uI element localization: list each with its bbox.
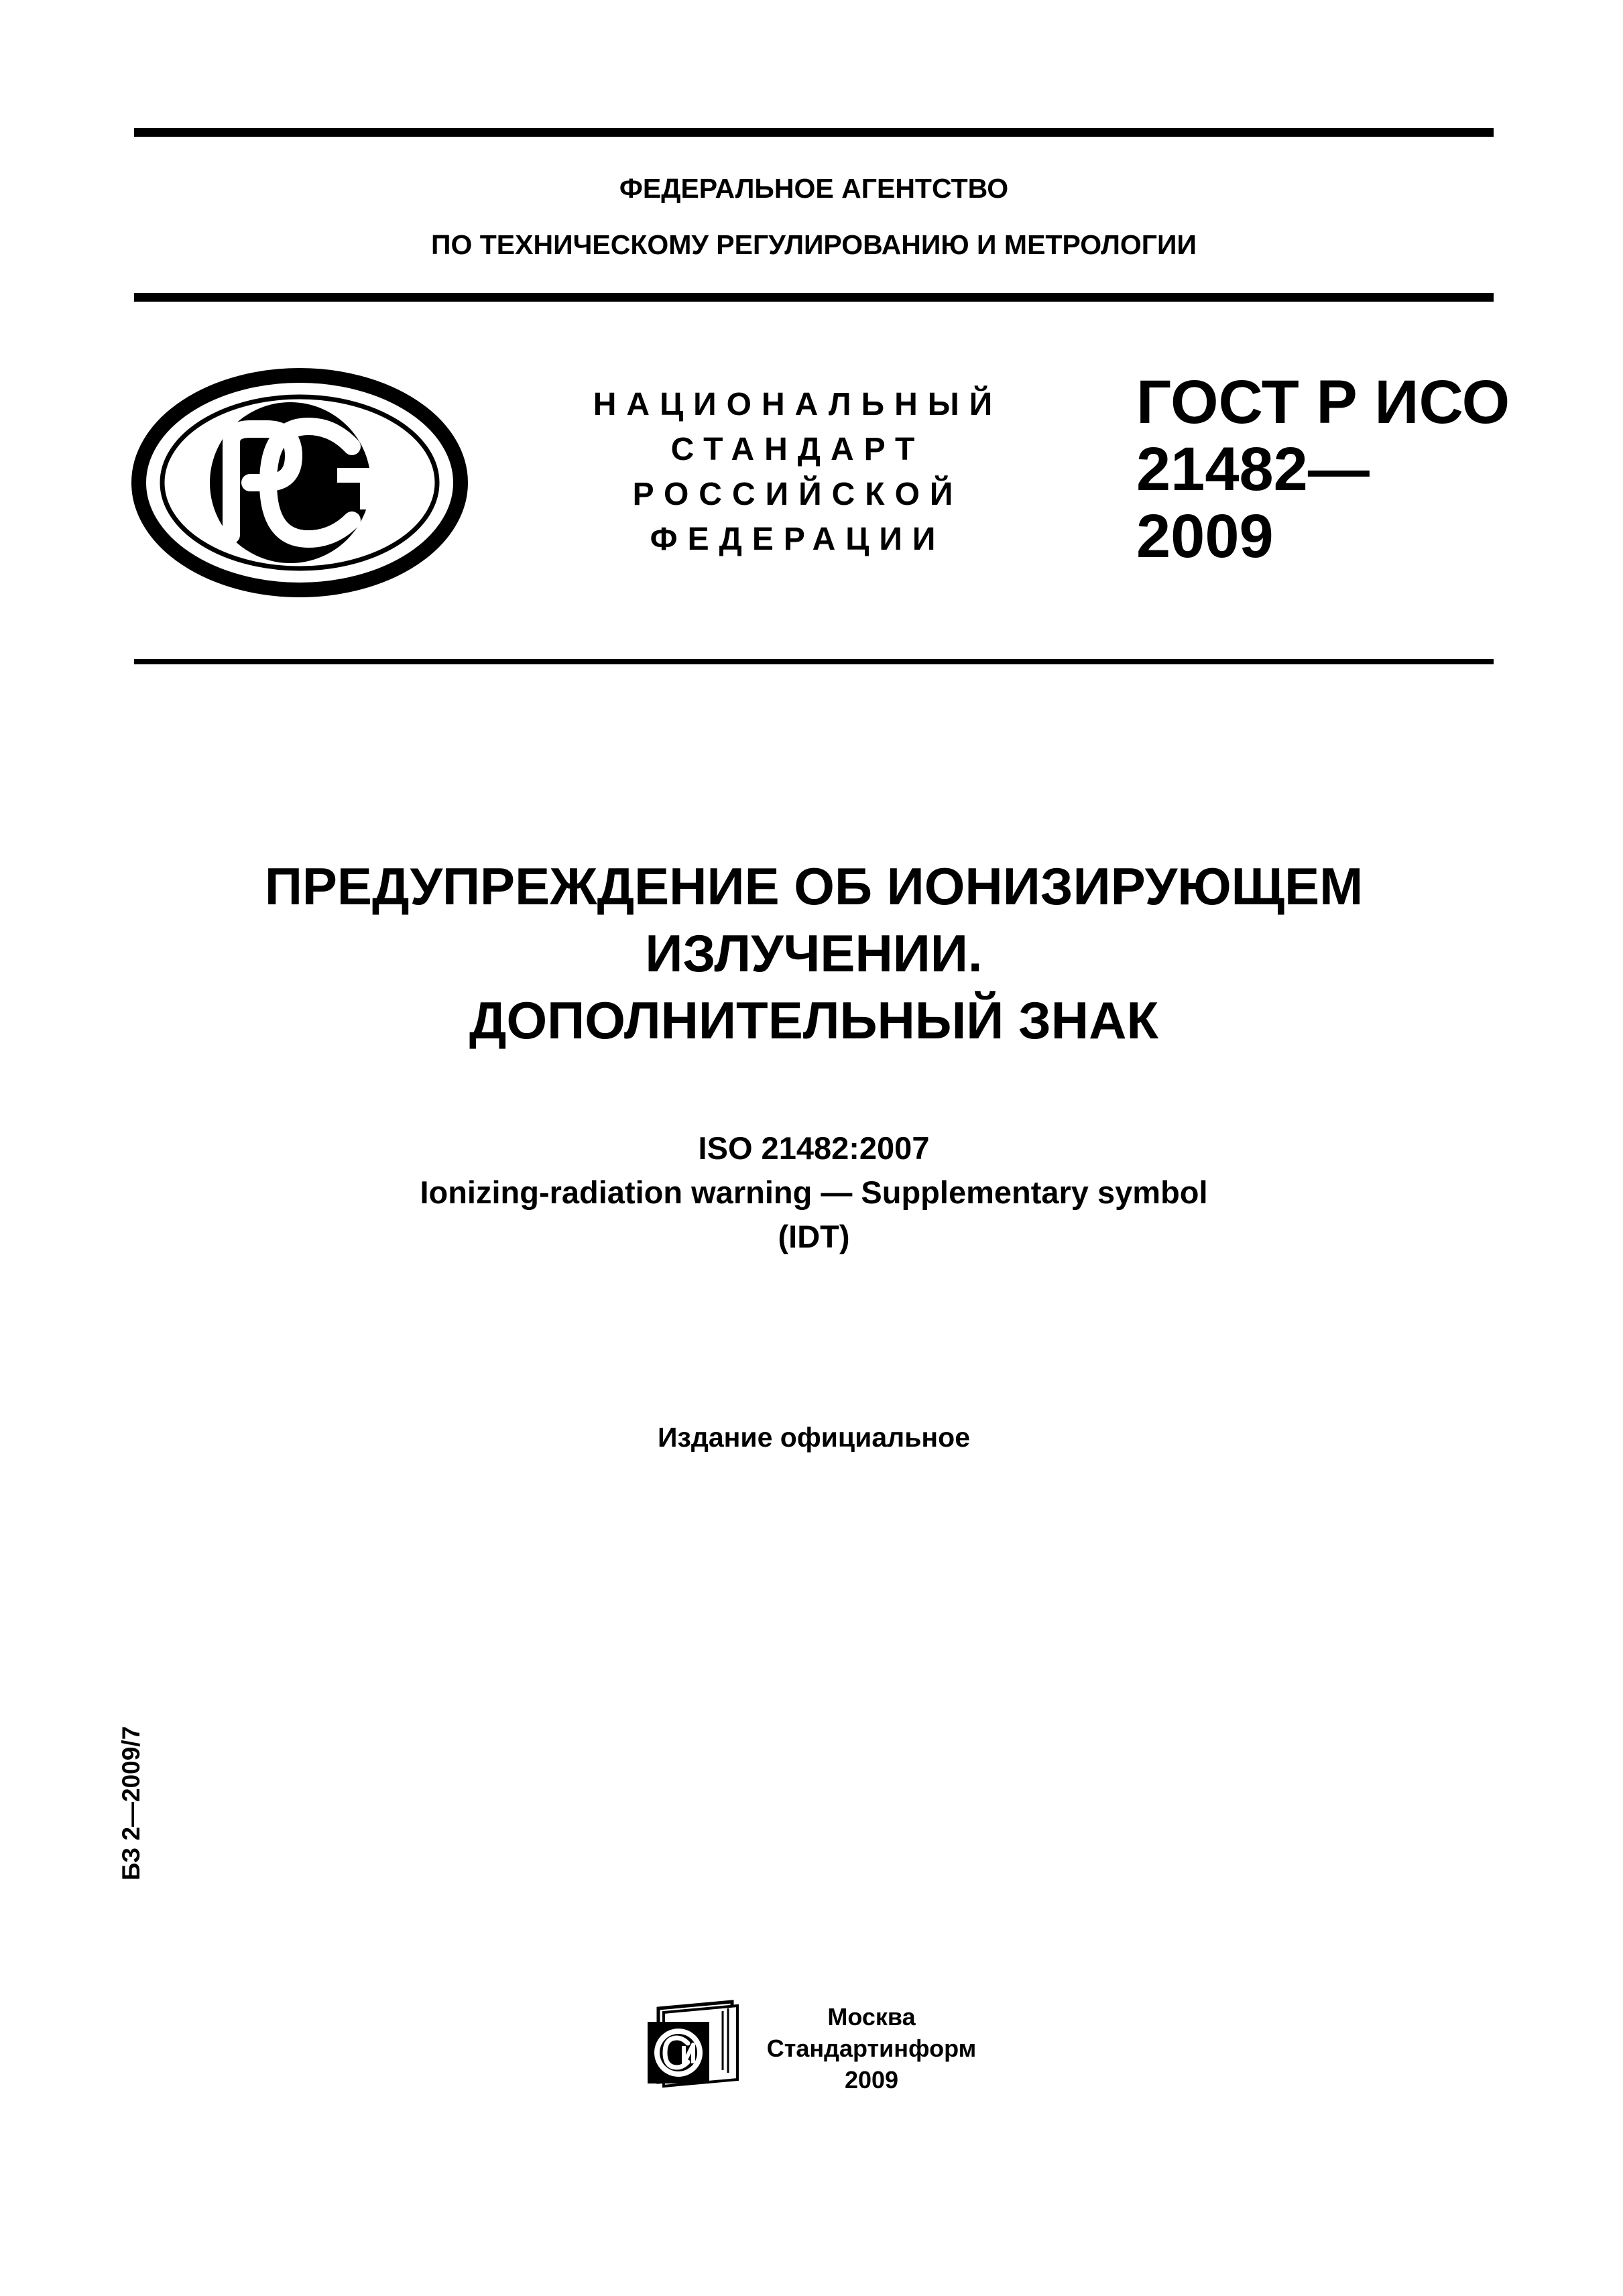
standartinform-logo-icon (644, 1996, 744, 2090)
publisher-block (751, 2001, 992, 2096)
document-title (134, 853, 1494, 1054)
title-line-3: ДОПОЛНИТЕЛЬНЫЙ ЗНАК (469, 991, 1159, 1050)
designation-line-2: 21482— (1136, 435, 1370, 503)
rst-certification-emblem-icon (131, 367, 469, 599)
publisher-name: Стандартинформ (766, 2035, 977, 2062)
title-line-1: ПРЕДУПРЕЖДЕНИЕ ОБ ИОНИЗИРУЮЩЕМ (264, 857, 1364, 916)
designation-line-3: 2009 (1136, 502, 1274, 570)
publisher-city: Москва (827, 2003, 916, 2031)
title-line-2: ИЗЛУЧЕНИИ. (645, 924, 983, 983)
iso-equivalence: (IDT) (778, 1219, 850, 1254)
header-rule (134, 293, 1494, 302)
iso-english-title: Ionizing-radiation warning — Supplementary symbol (420, 1174, 1208, 1210)
national-standard-line-2: СТАНДАРТ (670, 432, 925, 467)
national-standard-line-1: НАЦИОНАЛЬНЫЙ (593, 387, 1003, 422)
iso-number: ISO 21482:2007 (698, 1130, 930, 1166)
designation-line-1: ГОСТ Р ИСО (1136, 368, 1510, 436)
national-standard-line-3: РОССИЙСКОЙ (632, 477, 963, 512)
agency-line-2: ПО ТЕХНИЧЕСКОМУ РЕГУЛИРОВАНИЮ И МЕТРОЛОГИИ (431, 229, 1197, 260)
section-rule (134, 659, 1494, 664)
top-thick-rule (134, 128, 1494, 137)
edition-label: Издание официальное (657, 1422, 971, 1453)
national-standard-line-4: ФЕДЕРАЦИИ (650, 522, 946, 557)
standard-designation (1136, 368, 1510, 570)
side-code: БЗ 2—2009/7 (117, 1726, 145, 1881)
iso-reference (134, 1126, 1494, 1259)
publisher-year: 2009 (844, 2066, 899, 2094)
national-standard-label (577, 382, 1019, 562)
agency-line-1: ФЕДЕРАЛЬНОЕ АГЕНТСТВО (619, 173, 1009, 204)
